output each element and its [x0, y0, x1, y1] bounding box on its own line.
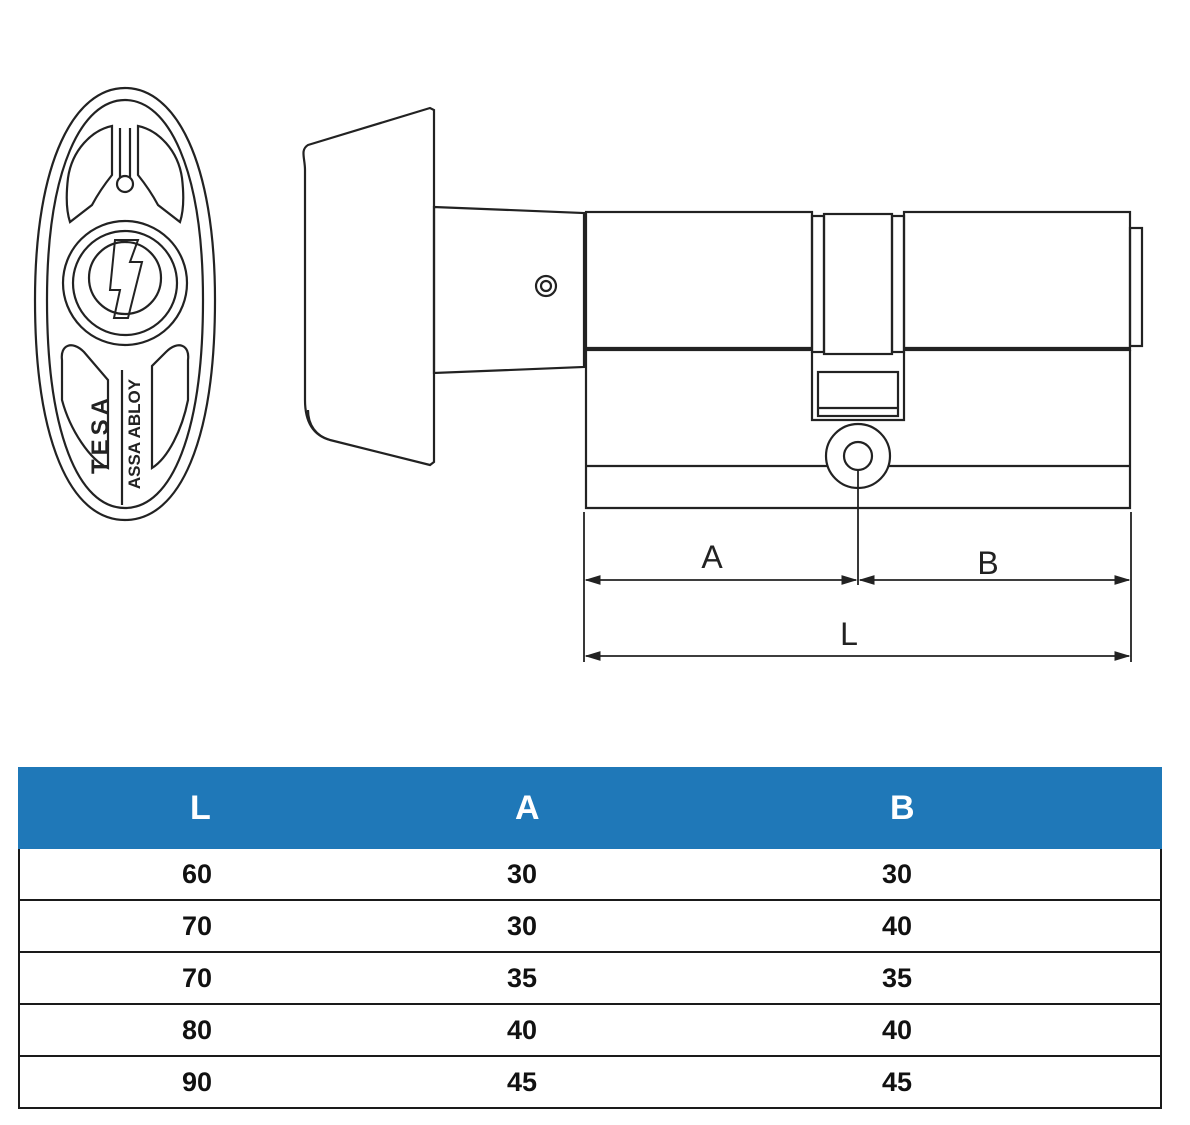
cell-b: 35 [679, 952, 1161, 1004]
cell-b: 45 [679, 1056, 1161, 1108]
column-header-l: L [19, 768, 379, 848]
table-row [19, 848, 1161, 900]
cell-a: 40 [379, 1004, 679, 1056]
table-header-row [19, 768, 1161, 848]
size-table [18, 767, 1162, 1109]
cell-b: 40 [679, 900, 1161, 952]
escutcheon-brand-text: TESA [87, 393, 114, 475]
table-row [19, 900, 1161, 952]
cell-a: 45 [379, 1056, 679, 1108]
table-row [19, 1056, 1161, 1108]
cell-a: 30 [379, 848, 679, 900]
cell-b: 40 [679, 1004, 1161, 1056]
cylinder-side-view [303, 108, 1142, 508]
cell-a: 35 [379, 952, 679, 1004]
cell-b: 30 [679, 848, 1161, 900]
table-row [19, 952, 1161, 1004]
table-row [19, 1004, 1161, 1056]
escutcheon-subbrand-text: ASSA ABLOY [125, 378, 144, 490]
dimension-label-a: A [701, 539, 723, 575]
cell-l: 80 [19, 1004, 379, 1056]
cell-l: 60 [19, 848, 379, 900]
dimension-label-b: B [977, 545, 999, 581]
cell-l: 90 [19, 1056, 379, 1108]
cell-a: 30 [379, 900, 679, 952]
column-header-a: A [379, 768, 679, 848]
dimension-label-l: L [840, 616, 858, 652]
column-header-b: B [679, 768, 1161, 848]
cell-l: 70 [19, 900, 379, 952]
cell-l: 70 [19, 952, 379, 1004]
